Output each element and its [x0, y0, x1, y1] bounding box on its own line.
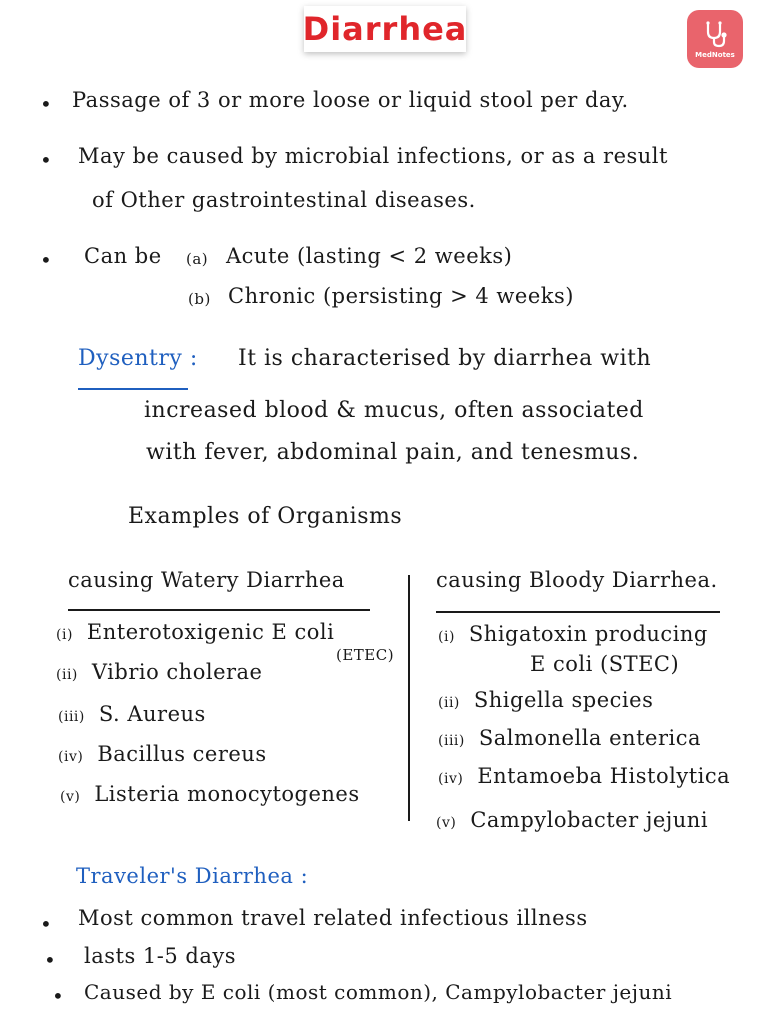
column-divider	[408, 575, 410, 821]
item-text: Entamoeba Histolytica	[477, 764, 731, 788]
dysentry-line-2: increased blood & mucus, often associated	[144, 398, 644, 423]
item-text: Enterotoxigenic E coli	[86, 620, 335, 644]
bullet-3-a-text: Acute (lasting < 2 weeks)	[226, 244, 513, 268]
item-text: Shigatoxin producing	[468, 622, 708, 646]
list-item	[438, 764, 730, 788]
mednotes-logo	[687, 10, 743, 68]
examples-heading: Examples of Organisms	[128, 504, 403, 529]
bullet-dot: •	[40, 248, 52, 272]
bullet-2-cont: of Other gastrointestinal diseases.	[92, 188, 476, 212]
stethoscope-icon	[700, 19, 730, 49]
watery-heading: causing Watery Diarrhea	[68, 568, 345, 592]
item-text: Shigella species	[473, 688, 654, 712]
item-number: (iv)	[58, 749, 84, 765]
list-item	[438, 688, 653, 712]
bullet-3-b-text: Chronic (persisting > 4 weeks)	[228, 284, 574, 308]
item-text: Salmonella enterica	[478, 726, 701, 750]
bullet-dot: •	[40, 912, 52, 936]
dysentry-label: Dysentry :	[78, 346, 198, 371]
dysentry-line-1: It is characterised by diarrhea with	[238, 346, 652, 371]
stec-label: E coli (STEC)	[530, 652, 680, 676]
title-box	[304, 6, 466, 52]
travelers-item-3: Caused by E coli (most common), Campylobacter jejuni	[84, 980, 673, 1004]
bullet-dot: •	[52, 984, 64, 1008]
bullet-2-text: May be caused by microbial infections, or as a result	[78, 144, 668, 168]
bloody-heading: causing Bloody Diarrhea.	[436, 568, 718, 592]
item-number: (i)	[438, 629, 455, 645]
dysentry-line-3: with fever, abdominal pain, and tenesmus.	[146, 440, 640, 465]
watery-underline	[68, 609, 370, 611]
list-item	[60, 782, 360, 806]
list-item	[58, 742, 267, 766]
list-item	[438, 622, 708, 646]
page-title: Diarrhea	[302, 10, 468, 48]
travelers-label: Traveler's Diarrhea :	[76, 864, 309, 888]
item-number: (iii)	[58, 709, 85, 725]
list-item	[56, 620, 334, 644]
item-number: (i)	[56, 627, 73, 643]
travelers-item-2: lasts 1-5 days	[84, 944, 237, 968]
bullet-dot: •	[40, 92, 52, 116]
logo-label: MedNotes	[695, 51, 735, 59]
item-number: (ii)	[438, 695, 460, 711]
item-text: Campylobacter jejuni	[470, 808, 709, 832]
item-number: (v)	[436, 815, 457, 831]
item-text: S. Aureus	[98, 702, 206, 726]
bullet-3-b-label: (b)	[188, 290, 211, 308]
item-number: (v)	[60, 789, 81, 805]
item-number: (ii)	[56, 667, 78, 683]
list-item	[436, 808, 708, 832]
etec-label: (ETEC)	[336, 646, 395, 664]
travelers-item-1: Most common travel related infectious illness	[78, 906, 588, 930]
bullet-1-text: Passage of 3 or more loose or liquid stool per day.	[72, 88, 629, 112]
list-item	[58, 702, 206, 726]
item-text: Vibrio cholerae	[91, 660, 263, 684]
bullet-dot: •	[44, 948, 56, 972]
item-number: (iii)	[438, 733, 465, 749]
item-number: (iv)	[438, 771, 464, 787]
list-item	[56, 660, 262, 684]
bullet-3-a-label: (a)	[186, 250, 209, 268]
bullet-dot: •	[40, 148, 52, 172]
bullet-3-prefix: Can be	[84, 244, 162, 268]
dysentry-underline	[78, 388, 188, 390]
item-text: Bacillus cereus	[97, 742, 267, 766]
list-item	[438, 726, 701, 750]
item-text: Listeria monocytogenes	[94, 782, 360, 806]
bloody-underline	[436, 611, 720, 613]
